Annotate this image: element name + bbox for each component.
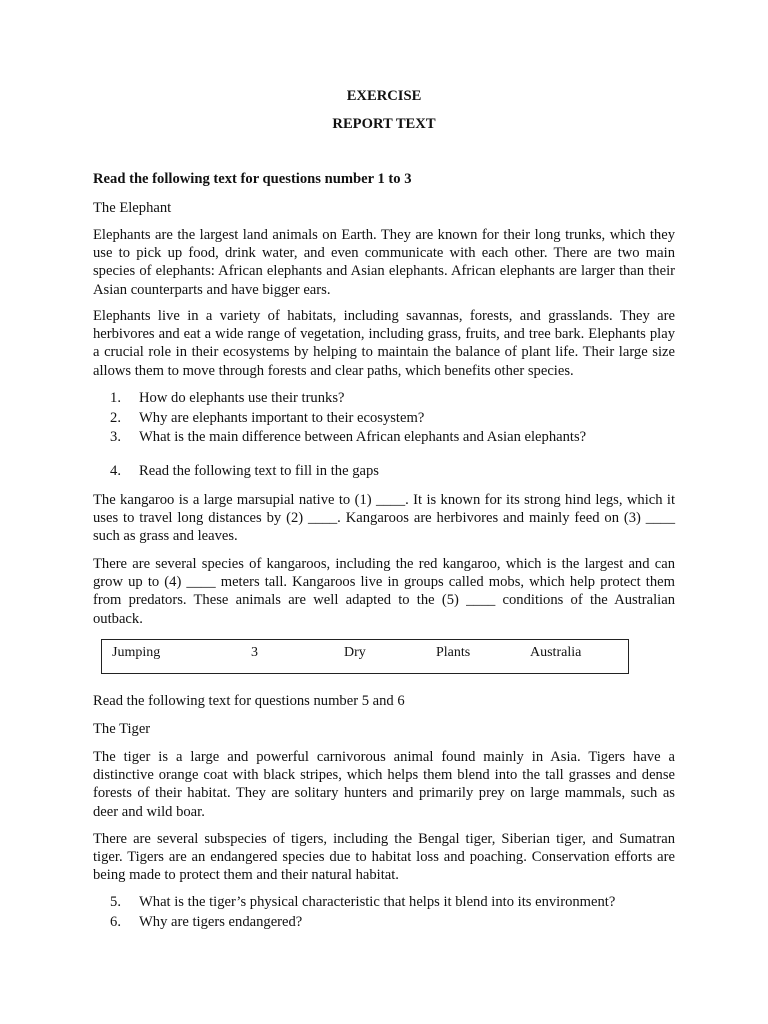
list-item	[93, 409, 675, 429]
elephant-paragraph-2: Elephants live in a variety of habitats, including savannas, forests, and grasslands. They are herbivores and eat a wide range of vegetation, including grass, fruits, and tree bark. Elephants play a crucial role in their ecosystems by helping to maintain the balance of plant life. Their large size allows them to move through forests and clear paths, which benefits other species.	[93, 308, 675, 379]
question-text: What is the main difference between African elephants and Asian elephants?	[139, 429, 587, 445]
question-text: Why are tigers endangered?	[139, 913, 303, 930]
question-number: 2.	[110, 409, 121, 426]
section3-question-list	[93, 893, 675, 932]
word-bank-item: 3	[251, 645, 258, 660]
question-number: 3.	[110, 429, 121, 445]
section1-heading: The Elephant	[93, 200, 172, 216]
list-item	[93, 913, 675, 933]
section3-instruction: Read the following text for questions number 5 and 6	[93, 693, 405, 709]
tiger-paragraph-2: There are several subspecies of tigers, including the Bengal tiger, Siberian tiger, and Sumatran tiger. Tigers are an endangered species due to habitat loss and poaching. Conservation efforts are being made to protect them and their natural habitat.	[93, 831, 675, 884]
list-item	[93, 389, 675, 409]
question-number: 5.	[110, 894, 121, 910]
document-title: EXERCISE	[346, 88, 422, 104]
kangaroo-paragraph-1: The kangaroo is a large marsupial native to (1) ____. It is known for its strong hind legs, which it uses to travel long distances by (2) ____. Kangaroos are herbivores and mainly feed on (3) ____ such as grass and leaves.	[93, 492, 675, 545]
list-item	[93, 462, 675, 482]
section3-heading: The Tiger	[93, 721, 151, 737]
list-item	[93, 428, 675, 448]
word-bank-item: Plants	[436, 645, 471, 660]
document-subtitle: REPORT TEXT	[332, 116, 436, 132]
question-text: Why are elephants important to their ecosystem?	[139, 409, 425, 426]
question-text: How do elephants use their trunks?	[139, 390, 345, 406]
question-number: 6.	[110, 913, 121, 930]
kangaroo-paragraph-2: There are several species of kangaroos, including the red kangaroo, which is the largest and can grow up to (4) ____ meters tall. Kangaroos live in groups called mobs, which help protect them from predators. These animals are well adapted to the (5) ____ conditions of the Australian outback.	[93, 556, 675, 627]
section1-question-list	[93, 389, 675, 448]
elephant-paragraph-1: Elephants are the largest land animals on Earth. They are known for their long trunks, which they use to pick up food, drink water, and even communicate with each other. There are two main species of elephants: African elephants and Asian elephants. African elephants are larger than their Asian counterparts and have bigger ears.	[93, 227, 675, 298]
word-bank-item: Jumping	[112, 645, 161, 660]
word-bank-box	[101, 639, 629, 674]
section1-instruction: Read the following text for questions number 1 to 3	[93, 171, 412, 187]
question-text: What is the tiger’s physical characteristic that helps it blend into its environment?	[139, 894, 616, 910]
list-item	[93, 893, 675, 913]
question-number: 4.	[110, 463, 121, 479]
word-bank-item: Dry	[344, 645, 366, 660]
question-text: Read the following text to fill in the gaps	[139, 463, 379, 479]
question-number: 1.	[110, 390, 121, 406]
tiger-paragraph-1: The tiger is a large and powerful carnivorous animal found mainly in Asia. Tigers have a distinctive orange coat with black stripes, which helps them blend into the tall grasses and dense forests of their habitat. They are solitary hunters and primarily prey on large mammals, such as deer and wild boar.	[93, 749, 675, 820]
section2-item	[93, 462, 675, 482]
word-bank-item: Australia	[530, 645, 582, 660]
